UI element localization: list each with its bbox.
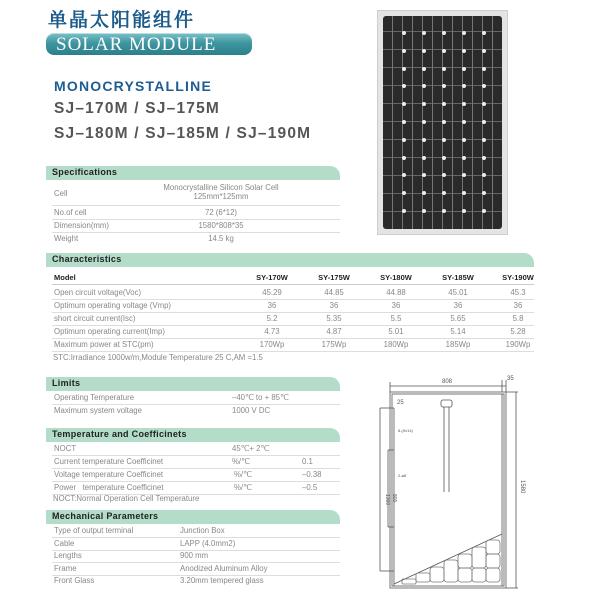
limits-title: Limits xyxy=(52,378,81,388)
spec-label: Dimension(mm) xyxy=(54,221,110,230)
mech-label: Frame xyxy=(54,563,77,573)
cell-corner-dot xyxy=(482,173,486,177)
cell-corner-dot xyxy=(442,138,446,142)
cell-value: 36 xyxy=(453,301,463,310)
solar-module-banner xyxy=(46,33,252,55)
cell-corner-dot xyxy=(442,156,446,160)
spec-label: No.of cell xyxy=(54,208,87,217)
cell-value: 44.88 xyxy=(386,288,406,297)
cell-value: 5.01 xyxy=(388,327,404,336)
cell-corner-dot xyxy=(422,120,426,124)
characteristics-row xyxy=(52,313,534,326)
characteristics-row xyxy=(52,287,534,300)
cell-corner-dot xyxy=(462,67,466,71)
temp-unit: %/℃ xyxy=(234,483,252,492)
cell-value: 5.28 xyxy=(510,327,526,336)
mech-value: 900 mm xyxy=(180,551,209,560)
cell-corner-dot xyxy=(462,102,466,106)
cell-corner-dot xyxy=(482,67,486,71)
cell-corner-dot xyxy=(442,120,446,124)
cell-corner-dot xyxy=(442,49,446,53)
cell-corner-dot xyxy=(442,209,446,213)
row-label: Open circuit voltage(Voc) xyxy=(54,288,142,297)
characteristics-title: Characteristics xyxy=(52,254,122,264)
temp-value: 0.1 xyxy=(302,457,313,466)
cell-corner-dot xyxy=(422,49,426,53)
cell-corner-dot xyxy=(462,191,466,195)
characteristics-row xyxy=(52,300,534,313)
drawing-height-total: 1580 xyxy=(519,480,525,494)
cell-value: 5.5 xyxy=(390,314,402,323)
cell-corner-dot xyxy=(462,84,466,88)
cell-corner-dot xyxy=(402,120,406,124)
mech-value: LAPP (4.0mm2) xyxy=(180,538,236,548)
temp-row-noct xyxy=(52,443,340,456)
temp-label: Power temperature Coefficinet xyxy=(54,483,164,492)
temp-unit: %/℃ xyxy=(232,457,250,466)
mechanical-row xyxy=(52,550,340,563)
cell-corner-dot xyxy=(422,156,426,160)
panel-cells xyxy=(383,16,502,229)
temp-value: –0.38 xyxy=(302,470,322,479)
cell-corner-dot xyxy=(482,49,486,53)
cell-corner-dot xyxy=(462,209,466,213)
temperature-title: Temperature and Coefficinets xyxy=(52,429,187,439)
temp-unit: 45℃+ 2℃ xyxy=(232,444,270,453)
drawing-height-inner: 800 xyxy=(391,494,397,503)
temp-unit: %/℃ xyxy=(234,470,252,479)
cell-corner-dot xyxy=(482,102,486,106)
temp-value: –0.5 xyxy=(302,483,318,492)
cell-corner-dot xyxy=(462,138,466,142)
cell-value: 36 xyxy=(329,301,339,310)
noct-note: NOCT:Normal Operation Cell Temperature xyxy=(53,494,200,503)
characteristics-row xyxy=(52,339,534,352)
limit-value: 1000 V DC xyxy=(232,406,271,415)
spec-row-cells xyxy=(52,207,340,220)
limit-label: Maximum system voltage xyxy=(54,406,142,415)
cell-corner-dot xyxy=(402,209,406,213)
cell-value: 44.85 xyxy=(324,288,344,297)
cell-corner-dot xyxy=(462,120,466,124)
specifications-header xyxy=(46,166,340,180)
cell-value: SY-190W xyxy=(502,273,534,282)
cell-corner-dot xyxy=(422,67,426,71)
cell-corner-dot xyxy=(422,173,426,177)
model-list-line-1: SJ–170M / SJ–175M xyxy=(54,100,221,117)
characteristics-row xyxy=(52,326,534,339)
drawing-ground-label: 2-ø8 xyxy=(398,473,407,478)
cell-corner-dot xyxy=(442,67,446,71)
characteristics-header xyxy=(46,253,534,267)
cell-corner-dot xyxy=(482,84,486,88)
cell-corner-dot xyxy=(422,31,426,35)
spec-value-2: 125mm*125mm xyxy=(193,192,249,201)
cell-value: 5.65 xyxy=(450,314,466,323)
drawing-width-label: 808 xyxy=(442,379,453,385)
cell-value: 180Wp xyxy=(383,340,409,349)
module-type: MONOCRYSTALLINE xyxy=(54,78,212,94)
mech-value: 3.20mm tempered glass xyxy=(180,576,264,585)
cell-corner-dot xyxy=(482,191,486,195)
cell-corner-dot xyxy=(422,138,426,142)
spec-value: 14.5 kg xyxy=(208,234,234,243)
cell-corner-dot xyxy=(462,173,466,177)
temp-row-voltage xyxy=(52,469,340,482)
spec-row-cell xyxy=(52,183,340,206)
cell-value: 45.01 xyxy=(448,288,468,297)
temp-label: Current temperature Coefficinet xyxy=(54,457,164,466)
mech-label: Front Glass xyxy=(54,576,95,585)
limit-value: –40℃ to + 85℃ xyxy=(232,393,289,402)
characteristics-header-row xyxy=(52,272,534,285)
cell-value: 190Wp xyxy=(505,340,531,349)
drawing-height-outer: 1300 xyxy=(384,494,390,506)
model-list-line-2: SJ–180M / SJ–185M / SJ–190M xyxy=(54,125,312,142)
drawing-frame-label: 35 xyxy=(507,376,514,382)
limits-row-temperature xyxy=(52,392,340,405)
cell-value: SY-175W xyxy=(318,273,350,282)
cell-value: 5.35 xyxy=(326,314,342,323)
mechanical-row xyxy=(52,575,340,587)
drawing-inset-label: 25 xyxy=(397,400,404,406)
cell-value: 185Wp xyxy=(445,340,471,349)
cell-corner-dot xyxy=(462,31,466,35)
cell-corner-dot xyxy=(482,120,486,124)
mechanical-row xyxy=(52,525,340,538)
cell-corner-dot xyxy=(442,84,446,88)
solar-panel-image xyxy=(377,10,508,235)
cell-value: 36 xyxy=(267,301,277,310)
mech-value: Junction Box xyxy=(180,526,225,535)
cell-corner-dot xyxy=(422,84,426,88)
cell-value: 36 xyxy=(513,301,523,310)
mech-value: Anodized Aluminum Alloy xyxy=(180,563,268,573)
row-label: short circuit current(Isc) xyxy=(54,314,136,323)
cell-value: 4.73 xyxy=(264,327,280,336)
mechanical-row xyxy=(52,538,340,551)
cell-corner-dot xyxy=(442,173,446,177)
row-label: Optimum operating current(Imp) xyxy=(54,327,165,336)
dimension-drawing xyxy=(378,372,528,600)
cell-value: 5.14 xyxy=(450,327,466,336)
row-label: Maximum power at STC(pm) xyxy=(54,340,154,349)
spec-row-dimension xyxy=(52,220,340,233)
cell-value: SY-170W xyxy=(256,273,288,282)
mech-label: Type of output terminal xyxy=(54,526,134,535)
cell-corner-dot xyxy=(422,191,426,195)
cell-value: 45.3 xyxy=(510,288,526,297)
mech-label: Cable xyxy=(54,538,75,548)
banner-text: SOLAR MODULE xyxy=(56,34,217,55)
cell-corner-dot xyxy=(402,31,406,35)
cell-value: 5.8 xyxy=(512,314,524,323)
spec-value: 72 (6*12) xyxy=(204,208,238,217)
cell-corner-dot xyxy=(482,138,486,142)
cell-corner-dot xyxy=(442,191,446,195)
spec-label: Weight xyxy=(54,234,79,243)
cell-corner-dot xyxy=(402,173,406,177)
temperature-header xyxy=(46,428,340,442)
cell-corner-dot xyxy=(422,209,426,213)
cell-corner-dot xyxy=(402,67,406,71)
spec-value: 1580*808*35 xyxy=(198,221,244,230)
cell-value: SY-180W xyxy=(380,273,412,282)
temp-label: NOCT xyxy=(54,444,77,453)
cell-corner-dot xyxy=(402,102,406,106)
mechanical-row xyxy=(52,563,340,576)
cell-value: 4.87 xyxy=(326,327,342,336)
cell-value: 5.2 xyxy=(266,314,278,323)
chinese-title: 单晶太阳能组件 xyxy=(48,9,196,31)
row-label: Optimum operating voltage (Vmp) xyxy=(54,301,172,310)
limit-label: Operating Temperature xyxy=(54,393,135,402)
limits-header xyxy=(46,377,340,391)
mechanical-title: Mechanical Parameters xyxy=(52,511,159,521)
cell-value: 36 xyxy=(391,301,401,310)
spec-row-weight xyxy=(52,233,340,245)
cell-corner-dot xyxy=(402,191,406,195)
cell-corner-dot xyxy=(442,102,446,106)
cell-corner-dot xyxy=(462,49,466,53)
mechanical-header xyxy=(46,510,340,524)
cell-value: 175Wp xyxy=(321,340,347,349)
stc-note: STC:Irradiance 1000w/m,Module Temperature 25 C,AM =1.5 xyxy=(53,353,263,362)
cell-corner-dot xyxy=(442,31,446,35)
cell-value: 170Wp xyxy=(259,340,285,349)
cell-corner-dot xyxy=(402,84,406,88)
temp-row-current xyxy=(52,456,340,469)
drawing-hole-label: 8-(9x14) xyxy=(398,428,413,433)
cell-corner-dot xyxy=(482,156,486,160)
specifications-title: Specifications xyxy=(52,167,118,177)
spec-value: Monocrystalline Silicon Solar Cell xyxy=(163,183,279,192)
temp-label: Voltage temperature Coefficinet xyxy=(54,470,164,479)
cell-corner-dot xyxy=(422,102,426,106)
spec-label: Cell xyxy=(54,189,68,198)
cell-value: SY-185W xyxy=(442,273,474,282)
cell-corner-dot xyxy=(402,156,406,160)
cell-corner-dot xyxy=(482,209,486,213)
cell-corner-dot xyxy=(482,31,486,35)
mech-label: Lengths xyxy=(54,551,82,560)
cell-corner-dot xyxy=(462,156,466,160)
row-label: Model xyxy=(54,273,76,282)
cell-value: 45.29 xyxy=(262,288,282,297)
cell-corner-dot xyxy=(402,138,406,142)
cell-corner-dot xyxy=(402,49,406,53)
limits-row-voltage xyxy=(52,405,340,417)
